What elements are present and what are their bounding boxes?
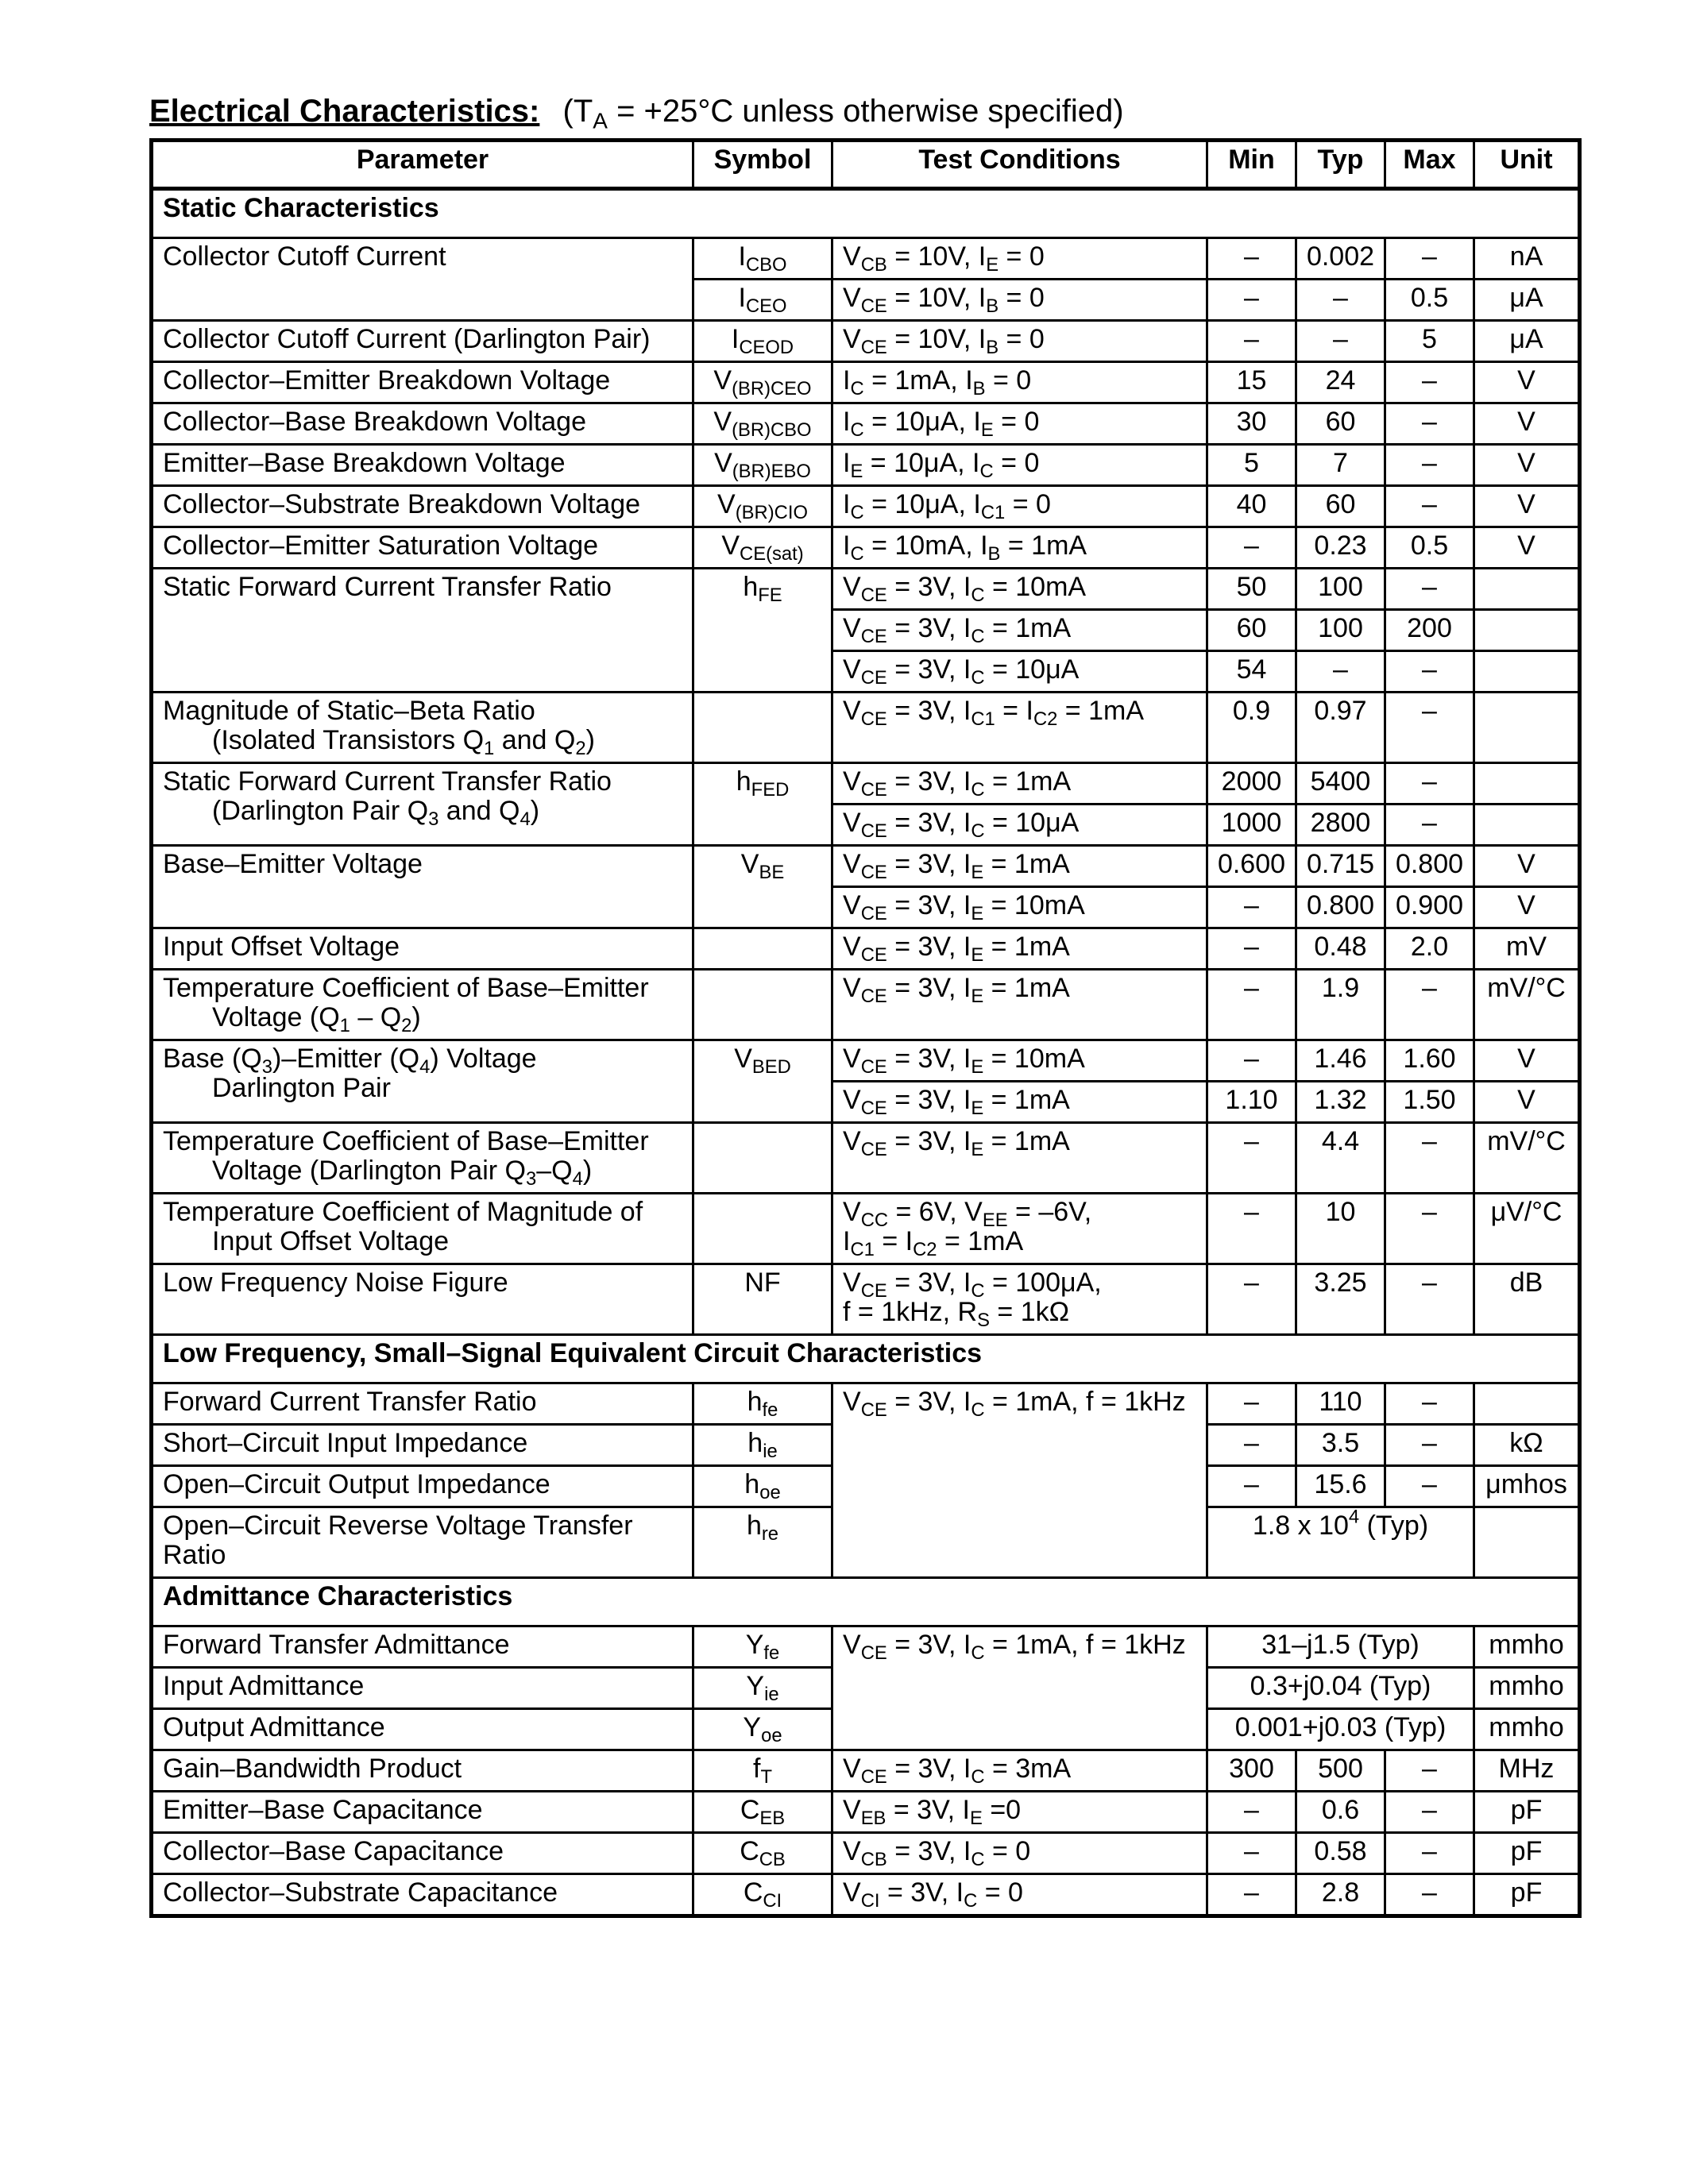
unit-cell: pF — [1474, 1833, 1580, 1874]
unit-cell: nA — [1474, 238, 1580, 280]
param-line-2: Input Offset Voltage — [212, 1226, 450, 1256]
symbol-cell: NF — [693, 1264, 832, 1335]
param-cell — [152, 1040, 693, 1123]
max-cell: 0.5 — [1385, 527, 1474, 569]
condition-cell: $V_{CE} = 3V$, $I_{C1} = I_{C2} = 1mA$ — [832, 693, 1207, 763]
max-cell: – — [1385, 1792, 1474, 1833]
section-row — [152, 189, 1580, 238]
symbol-cell — [693, 928, 832, 970]
unit-cell: mmho — [1474, 1668, 1580, 1709]
unit-cell: μA — [1474, 321, 1580, 362]
max-cell: 2.0 — [1385, 928, 1474, 970]
unit-cell: V — [1474, 403, 1580, 445]
max-cell: 200 — [1385, 610, 1474, 651]
symbol-cell: $V_{(BR)CEO}$ — [693, 362, 832, 403]
table-row — [152, 928, 1580, 970]
param-cell — [152, 763, 693, 846]
unit-cell: V — [1474, 486, 1580, 527]
typ-cell: 15.6 — [1296, 1466, 1385, 1507]
param-line-2: (Isolated Transistors $Q_1$ and $Q_2$) — [212, 725, 595, 760]
param-line-2: Voltage (Darlington Pair $Q_3-Q_4$) — [212, 1156, 593, 1190]
param-cell: Collector–Substrate Capacitance — [152, 1874, 693, 1916]
max-cell: 0.800 — [1385, 846, 1474, 887]
symbol-cell: $h_{FED}$ — [693, 763, 832, 846]
condition-cell: $V_{CB} = 10V$, $I_E = 0$ — [832, 238, 1207, 280]
param-line-1: Temperature Coefficient of Magnitude of — [163, 1197, 643, 1227]
max-cell: 1.50 — [1385, 1082, 1474, 1123]
param-cell — [152, 1194, 693, 1264]
unit-cell: μA — [1474, 280, 1580, 321]
unit-cell: mV — [1474, 928, 1580, 970]
table-row — [152, 1750, 1580, 1792]
typ-cell: 2.8 — [1296, 1874, 1385, 1916]
unit-cell: V — [1474, 527, 1580, 569]
typ-cell: 0.800 — [1296, 887, 1385, 928]
symbol-cell: $V_{BE}$ — [693, 846, 832, 928]
condition-cell: $I_C = 10\mu A$, $I_{C1} = 0$ — [832, 486, 1207, 527]
max-cell: – — [1385, 403, 1474, 445]
table-row — [152, 1123, 1580, 1194]
symbol-cell — [693, 693, 832, 763]
table-row — [152, 1626, 1580, 1668]
param-cell — [152, 970, 693, 1040]
max-cell: – — [1385, 445, 1474, 486]
min-cell: 1.10 — [1207, 1082, 1296, 1123]
condition-cell: $V_{CE} = 3V$, $I_C = 1mA$ — [832, 763, 1207, 805]
param-line-2: Voltage $(Q_1 - Q_2)$ — [212, 1002, 421, 1037]
condition-cell: $V_{CE} = 3V$, $I_C = 1mA$, f = 1kHz — [832, 1626, 1207, 1750]
header-unit: Unit — [1474, 141, 1580, 189]
condition-cell: $V_{CE} = 3V$, $I_E = 10mA$ — [832, 887, 1207, 928]
typ-cell: 110 — [1296, 1383, 1385, 1425]
max-cell: – — [1385, 1123, 1474, 1194]
symbol-cell: $Y_{fe}$ — [693, 1626, 832, 1668]
min-cell: – — [1207, 928, 1296, 970]
param-cell: Base–Emitter Voltage — [152, 846, 693, 928]
param-cell — [152, 1123, 693, 1194]
unit-cell: kΩ — [1474, 1425, 1580, 1466]
min-cell: – — [1207, 1383, 1296, 1425]
symbol-cell: $Y_{ie}$ — [693, 1668, 832, 1709]
min-cell: 0.600 — [1207, 846, 1296, 887]
param-line-1: Temperature Coefficient of Base–Emitter — [163, 973, 649, 1003]
condition-cell: $V_{CE} = 3V$, $I_C = 10mA$ — [832, 569, 1207, 610]
param-cell: Low Frequency Noise Figure — [152, 1264, 693, 1335]
symbol-cell: $h_{oe}$ — [693, 1466, 832, 1507]
typ-cell: 3.5 — [1296, 1425, 1385, 1466]
table-row — [152, 1040, 1580, 1082]
symbol-cell: $V_{(BR)EBO}$ — [693, 445, 832, 486]
param-cell: Input Admittance — [152, 1668, 693, 1709]
symbol-cell: $f_T$ — [693, 1750, 832, 1792]
min-cell: 60 — [1207, 610, 1296, 651]
param-cell: Collector–Base Breakdown Voltage — [152, 403, 693, 445]
param-line-1: Magnitude of Static–Beta Ratio — [163, 696, 535, 726]
typ-cell: – — [1296, 280, 1385, 321]
unit-cell: mV/°C — [1474, 1123, 1580, 1194]
unit-cell: V — [1474, 362, 1580, 403]
table-row — [152, 1194, 1580, 1264]
section-admittance: Admittance Characteristics — [152, 1578, 1580, 1626]
section-static: Static Characteristics — [152, 189, 1580, 238]
table-row — [152, 403, 1580, 445]
condition-cell: $V_{CE} = 3V$, $I_C = 10\mu A$ — [832, 651, 1207, 693]
min-cell: – — [1207, 887, 1296, 928]
min-cell: 2000 — [1207, 763, 1296, 805]
min-cell: – — [1207, 1874, 1296, 1916]
symbol-cell: $h_{fe}$ — [693, 1383, 832, 1425]
header-test-conditions: Test Conditions — [832, 141, 1207, 189]
symbol-cell — [693, 970, 832, 1040]
param-cell: Collector Cutoff Current (Darlington Pair) — [152, 321, 693, 362]
param-cell: Collector–Substrate Breakdown Voltage — [152, 486, 693, 527]
typ-cell: 3.25 — [1296, 1264, 1385, 1335]
table-row — [152, 1264, 1580, 1335]
symbol-cell: $C_{CB}$ — [693, 1833, 832, 1874]
section-row — [152, 1578, 1580, 1626]
param-cell: Input Offset Voltage — [152, 928, 693, 970]
min-cell: – — [1207, 1123, 1296, 1194]
condition-cell: $I_C = 10\mu A$, $I_E = 0$ — [832, 403, 1207, 445]
condition-cell: $V_{CE} = 3V$, $I_C = 1mA$ — [832, 610, 1207, 651]
unit-cell: mmho — [1474, 1626, 1580, 1668]
max-cell: – — [1385, 1383, 1474, 1425]
param-cell: Output Admittance — [152, 1709, 693, 1750]
condition-cell: $V_{CE} = 3V$, $I_E = 1mA$ — [832, 846, 1207, 887]
condition-cell: $I_C = 1mA$, $I_B = 0$ — [832, 362, 1207, 403]
min-cell: – — [1207, 1040, 1296, 1082]
min-cell: – — [1207, 970, 1296, 1040]
param-cell: Static Forward Current Transfer Ratio — [152, 569, 693, 693]
typ-cell: – — [1296, 651, 1385, 693]
section-low-frequency: Low Frequency, Small–Signal Equivalent Circuit Characteristics — [152, 1335, 1580, 1383]
min-cell: 30 — [1207, 403, 1296, 445]
unit-cell: V — [1474, 1040, 1580, 1082]
typ-cell: 0.002 — [1296, 238, 1385, 280]
unit-cell: V — [1474, 1082, 1580, 1123]
min-cell: 54 — [1207, 651, 1296, 693]
header-max: Max — [1385, 141, 1474, 189]
table-row — [152, 238, 1580, 280]
table-row — [152, 321, 1580, 362]
max-cell: – — [1385, 805, 1474, 846]
header-min: Min — [1207, 141, 1296, 189]
typ-span-cell: 1.8 x $10^4$ (Typ) — [1207, 1507, 1474, 1578]
param-cell: Collector–Base Capacitance — [152, 1833, 693, 1874]
page-title — [149, 89, 1124, 133]
max-cell: 0.5 — [1385, 280, 1474, 321]
unit-cell — [1474, 805, 1580, 846]
unit-cell — [1474, 1383, 1580, 1425]
min-cell: – — [1207, 1466, 1296, 1507]
param-cell: Short–Circuit Input Impedance — [152, 1425, 693, 1466]
condition-cell: $I_C = 10mA$, $I_B = 1mA$ — [832, 527, 1207, 569]
unit-cell — [1474, 763, 1580, 805]
symbol-cell: $V_{CE(sat)}$ — [693, 527, 832, 569]
param-cell: Collector–Emitter Saturation Voltage — [152, 527, 693, 569]
condition-cell: $V_{EB} = 3V$, $I_E =0$ — [832, 1792, 1207, 1833]
min-cell: 15 — [1207, 362, 1296, 403]
min-cell: – — [1207, 1194, 1296, 1264]
condition-cell: $V_{CE} = 3V$, $I_C = 1mA$, f = 1kHz — [832, 1383, 1207, 1578]
typ-cell: 0.6 — [1296, 1792, 1385, 1833]
condition-cell: $I_E = 10\mu A$, $I_C = 0$ — [832, 445, 1207, 486]
max-cell: – — [1385, 362, 1474, 403]
max-cell: – — [1385, 1466, 1474, 1507]
min-cell: – — [1207, 238, 1296, 280]
typ-span-cell: 0.001+j0.03 (Typ) — [1207, 1709, 1474, 1750]
param-cell: Forward Current Transfer Ratio — [152, 1383, 693, 1425]
symbol-cell: $I_{CBO}$ — [693, 238, 832, 280]
unit-cell: mV/°C — [1474, 970, 1580, 1040]
max-cell: – — [1385, 970, 1474, 1040]
typ-cell: 4.4 — [1296, 1123, 1385, 1194]
param-cell: Collector–Emitter Breakdown Voltage — [152, 362, 693, 403]
table-row — [152, 763, 1580, 805]
typ-cell: 0.715 — [1296, 846, 1385, 887]
unit-cell: dB — [1474, 1264, 1580, 1335]
param-cell: Emitter–Base Capacitance — [152, 1792, 693, 1833]
min-cell: – — [1207, 1833, 1296, 1874]
unit-cell — [1474, 610, 1580, 651]
symbol-cell: $V_{BED}$ — [693, 1040, 832, 1123]
max-cell: – — [1385, 763, 1474, 805]
typ-cell: 0.23 — [1296, 527, 1385, 569]
typ-cell: 0.58 — [1296, 1833, 1385, 1874]
header-typ: Typ — [1296, 141, 1385, 189]
typ-cell: 60 — [1296, 486, 1385, 527]
condition-cell: $V_{CE} = 3V$, $I_C = 3mA$ — [832, 1750, 1207, 1792]
min-cell: – — [1207, 1792, 1296, 1833]
symbol-cell: $h_{ie}$ — [693, 1425, 832, 1466]
max-cell: – — [1385, 1874, 1474, 1916]
typ-cell: 24 — [1296, 362, 1385, 403]
max-cell: – — [1385, 693, 1474, 763]
table-row — [152, 445, 1580, 486]
param-line-2: Darlington Pair — [212, 1073, 391, 1103]
typ-cell: 7 — [1296, 445, 1385, 486]
max-cell: – — [1385, 1194, 1474, 1264]
typ-cell: 500 — [1296, 1750, 1385, 1792]
table-row — [152, 569, 1580, 610]
typ-cell: 2800 — [1296, 805, 1385, 846]
max-cell: 5 — [1385, 321, 1474, 362]
param-line-1: Static Forward Current Transfer Ratio — [163, 766, 612, 797]
unit-cell: μV/°C — [1474, 1194, 1580, 1264]
min-cell: – — [1207, 1264, 1296, 1335]
max-cell: 1.60 — [1385, 1040, 1474, 1082]
max-cell: 0.900 — [1385, 887, 1474, 928]
max-cell: – — [1385, 1750, 1474, 1792]
max-cell: – — [1385, 1833, 1474, 1874]
typ-cell: 100 — [1296, 610, 1385, 651]
min-cell: 0.9 — [1207, 693, 1296, 763]
param-cell: Emitter–Base Breakdown Voltage — [152, 445, 693, 486]
condition-cell: $V_{CE} = 10V$, $I_B = 0$ — [832, 280, 1207, 321]
condition-cell: $V_{CC} = 6V$, $V_{EE} = -6V$, $I_{C1} = I_{C2} = 1mA$ — [832, 1194, 1207, 1264]
typ-cell: 5400 — [1296, 763, 1385, 805]
max-cell: – — [1385, 238, 1474, 280]
param-line-2: (Darlington Pair $Q_3$ and $Q_4$) — [212, 796, 540, 831]
symbol-cell: $V_{(BR)CIO}$ — [693, 486, 832, 527]
unit-cell — [1474, 693, 1580, 763]
min-cell: 5 — [1207, 445, 1296, 486]
typ-cell: 0.97 — [1296, 693, 1385, 763]
title-conditions: ($T_A = +25^\circ C$ unless otherwise specified) — [562, 94, 1124, 133]
typ-cell: 1.46 — [1296, 1040, 1385, 1082]
param-cell: Collector Cutoff Current — [152, 238, 693, 321]
condition-cell: $V_{CE} = 3V$, $I_E = 1mA$ — [832, 1082, 1207, 1123]
header-parameter: Parameter — [152, 141, 693, 189]
unit-cell: pF — [1474, 1874, 1580, 1916]
min-cell: 300 — [1207, 1750, 1296, 1792]
param-line-1: Base $(Q_3)$–Emitter $(Q_4)$ Voltage — [163, 1044, 537, 1078]
table-row — [152, 1792, 1580, 1833]
symbol-cell: $Y_{oe}$ — [693, 1709, 832, 1750]
typ-span-cell: 0.3+j0.04 (Typ) — [1207, 1668, 1474, 1709]
symbol-cell — [693, 1194, 832, 1264]
max-cell: – — [1385, 486, 1474, 527]
param-cell: Open–Circuit Reverse Voltage Transfer Ratio — [152, 1507, 693, 1578]
condition-cell: $V_{CE} = 3V$, $I_E = 1mA$ — [832, 1123, 1207, 1194]
typ-span-cell: 31–j1.5 (Typ) — [1207, 1626, 1474, 1668]
symbol-cell: $I_{CEOD}$ — [693, 321, 832, 362]
header-symbol: Symbol — [693, 141, 832, 189]
symbol-cell: $I_{CEO}$ — [693, 280, 832, 321]
condition-cell: $V_{CE} = 3V$, $I_C = 10\mu A$ — [832, 805, 1207, 846]
unit-cell: V — [1474, 887, 1580, 928]
title-main: Electrical Characteristics: — [149, 94, 540, 129]
table-row — [152, 486, 1580, 527]
unit-cell: μmhos — [1474, 1466, 1580, 1507]
min-cell: – — [1207, 280, 1296, 321]
min-cell: 40 — [1207, 486, 1296, 527]
max-cell: – — [1385, 1425, 1474, 1466]
typ-cell: – — [1296, 321, 1385, 362]
table-row — [152, 846, 1580, 887]
symbol-cell: $C_{EB}$ — [693, 1792, 832, 1833]
typ-cell: 10 — [1296, 1194, 1385, 1264]
condition-cell: $V_{CE} = 10V$, $I_B = 0$ — [832, 321, 1207, 362]
condition-cell: $V_{CE} = 3V$, $I_C = 100\mu A$, f = 1kHz, $R_S = 1k\Omega$ — [832, 1264, 1207, 1335]
unit-cell: V — [1474, 846, 1580, 887]
unit-cell — [1474, 1507, 1580, 1578]
max-cell: – — [1385, 569, 1474, 610]
min-cell: – — [1207, 321, 1296, 362]
condition-cell: $V_{CE} = 3V$, $I_E = 10mA$ — [832, 1040, 1207, 1082]
min-cell: 50 — [1207, 569, 1296, 610]
table-row — [152, 970, 1580, 1040]
condition-cell: $V_{CE} = 3V$, $I_E = 1mA$ — [832, 970, 1207, 1040]
table-row — [152, 693, 1580, 763]
electrical-characteristics-table — [149, 138, 1582, 1918]
table-row — [152, 1833, 1580, 1874]
condition-cell: $V_{CI} = 3V$, $I_C = 0$ — [832, 1874, 1207, 1916]
max-cell: – — [1385, 651, 1474, 693]
unit-cell — [1474, 569, 1580, 610]
typ-cell: 0.48 — [1296, 928, 1385, 970]
min-cell: – — [1207, 1425, 1296, 1466]
unit-cell: MHz — [1474, 1750, 1580, 1792]
unit-cell: V — [1474, 445, 1580, 486]
param-cell: Open–Circuit Output Impedance — [152, 1466, 693, 1507]
table-row — [152, 1874, 1580, 1916]
symbol-cell: $C_{CI}$ — [693, 1874, 832, 1916]
symbol-cell: $V_{(BR)CBO}$ — [693, 403, 832, 445]
unit-cell: mmho — [1474, 1709, 1580, 1750]
typ-cell: 60 — [1296, 403, 1385, 445]
symbol-cell — [693, 1123, 832, 1194]
section-row — [152, 1335, 1580, 1383]
typ-cell: 1.9 — [1296, 970, 1385, 1040]
min-cell: 1000 — [1207, 805, 1296, 846]
typ-cell: 1.32 — [1296, 1082, 1385, 1123]
max-cell: – — [1385, 1264, 1474, 1335]
param-cell — [152, 693, 693, 763]
unit-cell: pF — [1474, 1792, 1580, 1833]
param-cell: Forward Transfer Admittance — [152, 1626, 693, 1668]
table-row — [152, 1383, 1580, 1425]
condition-cell: $V_{CE} = 3V$, $I_E = 1mA$ — [832, 928, 1207, 970]
param-cell: Gain–Bandwidth Product — [152, 1750, 693, 1792]
min-cell: – — [1207, 527, 1296, 569]
condition-cell: $V_{CB} = 3V$, $I_C = 0$ — [832, 1833, 1207, 1874]
table-row — [152, 527, 1580, 569]
table-row — [152, 362, 1580, 403]
symbol-cell: $h_{FE}$ — [693, 569, 832, 693]
typ-cell: 100 — [1296, 569, 1385, 610]
symbol-cell: $h_{re}$ — [693, 1507, 832, 1578]
unit-cell — [1474, 651, 1580, 693]
header-row — [152, 141, 1580, 189]
param-line-1: Temperature Coefficient of Base–Emitter — [163, 1126, 649, 1156]
